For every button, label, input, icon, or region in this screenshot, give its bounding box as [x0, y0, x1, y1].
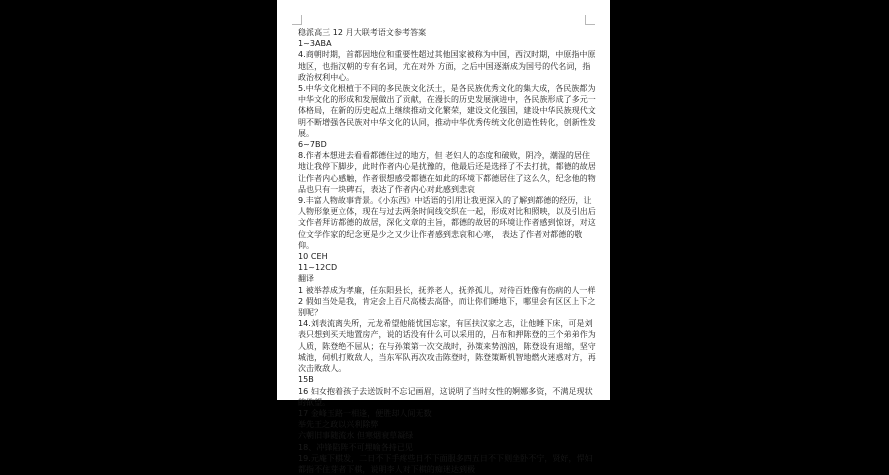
document-body	[298, 27, 596, 475]
document-page	[277, 0, 610, 474]
text-line: 6~7BD	[298, 140, 327, 150]
text-line: 19.元庵下棋发，二日不下手疼些日不下面服多四五日不下则坐卧不宁，贤好，悍妇都指不住芽者下棋，说明李人对下棋的痴迷达到极	[298, 453, 593, 474]
text-line: 14.刘表流离失所，元龙希望他能忧国忘家，有匡扶汉家之志，让他睡下床，可是刘表只想到买天地置房产，说的话没有什么可以采用的，吕布和押陈登的三个弟弟作为人质，陈登绝不屈从；在与孙策第一次交战时，孙策来势汹汹，陈登设有退缩，坚守城池，伺机打败敌人，当东军队再次攻击陈登时，陈登策断机智地燃火迷惑对方，再次击败敌人。	[298, 319, 596, 374]
crop-mark-top-left	[292, 15, 302, 25]
text-line: 六朝旧事随流水 但寒烟衰草凝绿	[298, 431, 414, 441]
text-line: 1 被举荐成为孝廉，任东阳县长，抚养老人，抚养孤儿，对待百姓像有伤病的人一样	[298, 285, 596, 295]
crop-mark-top-right	[585, 15, 595, 25]
text-line: 18、冲锋陷阵不可埋喻各持已见	[298, 442, 413, 452]
text-line: 2 假如当处是我，肯定会上百尺高楼去高卧，而让你们睡地下，哪里会有区区上下之别呢？	[298, 296, 596, 318]
text-line: 11~12CD	[298, 263, 338, 273]
text-line: 16 妇女抱着孩子去送饭时不忘记画眉，这说明了当时女性的婀娜多资，不满足现状的欲望。	[298, 386, 593, 407]
text-line: 翻译	[298, 274, 315, 284]
document-title: 稳派高三 12 月大联考语文参考答案	[298, 28, 427, 37]
text-line: 8.作者本想进去看看都德住过的地方，但 老妇人的态度和破败，阴冷，潮湿的居住地让我停下脚步，此时作者内心是扰豫的，他最后还是选择了不去打扰，都德的故居让作者内心感触，作者很想感受都德在如此的环境下都德居住了这么久，纪念他的物品也只有一块碑石，表达了作者内心对此感到悲哀	[298, 151, 596, 194]
text-line: 17 金峰玉路一相逢，便胜却人间无数	[298, 408, 432, 418]
text-line: 5.中华文化根植于不同的多民族文化沃土，是各民族优秀文化的集大成，各民族都为中华文化的形成和发展做出了贡献，在漫长的历史发展演进中，各民族形成了多元一体格局，在新的历史起点上继续推动文化繁荣，建设文化强国，建设中华民族现代文明不断增强各民族对中华文化的认同，推动中华优秀传统文化创造性转化，创新性发展。	[298, 84, 596, 138]
text-line: 10 CEH	[298, 252, 328, 262]
text-line: 9.丰富人物故事背景。《小东西》中话语的引用让我更深入的了解到都德的经历，让人物形象更立体，现在与过去两条时间线交织在一起，形成对比和照映，以及引出后文作者拜访都德的故居，深化文章的主旨，都德的故居的环境让作者感到惊讶，对这位文学作家的纪念更是少之又少让作者感到悲哀和心寒， 表达了作者对都德的敬仰。	[298, 196, 596, 250]
text-line: 1~3ABA	[298, 39, 332, 49]
text-line: 4.商朝时期，首都因地位和重要性超过其他国家被称为中国，西汉时期，中原指中原地区，也指汉朝的专有名词，尤在对外 方面，之后中国逐渐成为国号的代名词，指政治权利中心。	[298, 50, 596, 82]
text-line: 举先王之政以兴利除弊	[298, 420, 379, 430]
text-line: 15B	[298, 375, 314, 385]
